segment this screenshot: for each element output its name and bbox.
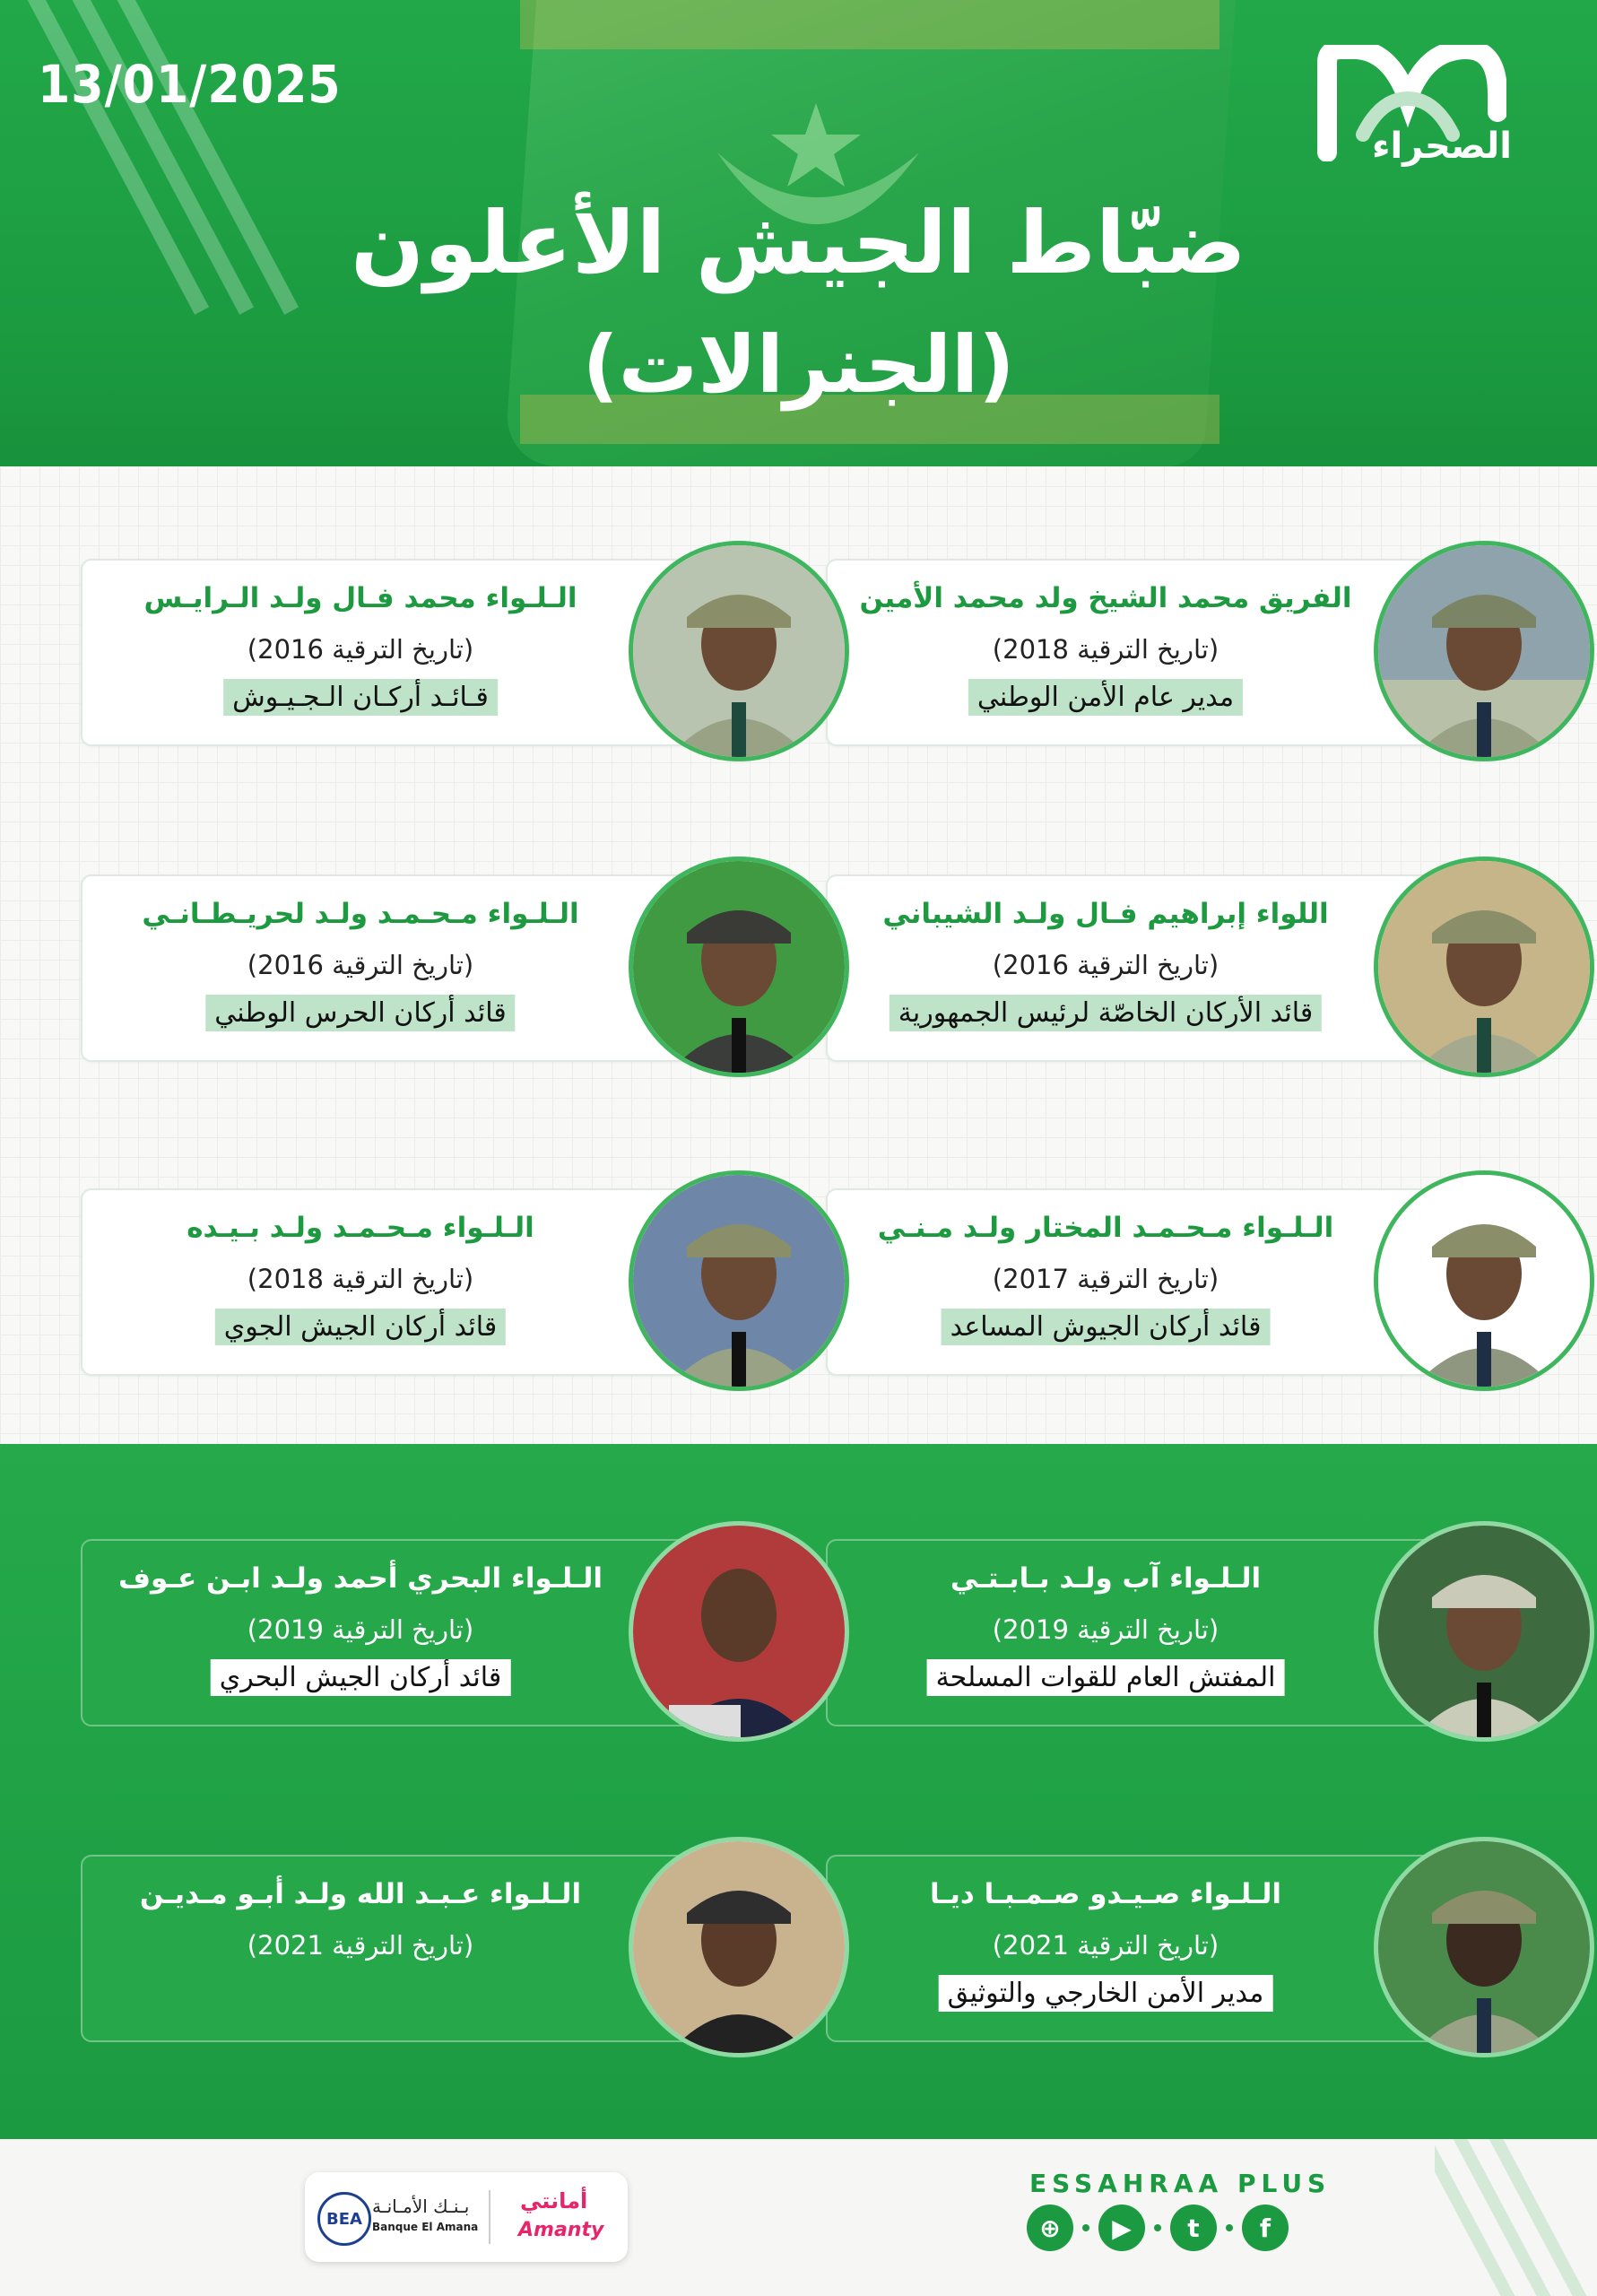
officer-card (826, 874, 1547, 1062)
officer-position: قائد أركان الجيوش المساعد (942, 1309, 1271, 1345)
officer-photo (1374, 857, 1594, 1077)
officer-card (826, 1855, 1547, 2042)
officer-photo (1374, 1170, 1594, 1391)
officer-promotion: (تاريخ الترقية 2021) (992, 1930, 1219, 1961)
officer-card (826, 1539, 1547, 1726)
officer-position: مدير عام الأمن الوطني (968, 679, 1243, 716)
separator-dot (1226, 2224, 1233, 2231)
officer-card (826, 1188, 1547, 1376)
officer-card (81, 559, 802, 746)
officer-name: الـلـواء البحري أحمد ولـد ابـن عـوف (118, 1562, 603, 1595)
officer-card (81, 1539, 802, 1726)
officer-name: اللواء إبراهيم فـال ولـد الشيباني (882, 898, 1329, 930)
separator-dot (1082, 2224, 1089, 2231)
social-links (1027, 2205, 1289, 2251)
officer-position: قائد أركان الحرس الوطني (205, 995, 515, 1031)
officer-position: قائد أركان الجيش الجوي (215, 1309, 506, 1345)
youtube-icon[interactable]: ▶ (1098, 2205, 1145, 2251)
officer-card (81, 1855, 802, 2042)
officer-promotion: (تاريخ الترقية 2019) (247, 1614, 474, 1645)
page-title: ضبّاط الجيش الأعلون (351, 193, 1246, 293)
officer-promotion: (تاريخ الترقية 2016) (992, 950, 1219, 980)
officer-photo (629, 1170, 849, 1391)
officer-photo (629, 857, 849, 1077)
bea-french-name: Banque El Amana (372, 2221, 479, 2233)
officer-name: الـلـواء صـيـدو صـمـبـا ديـا (930, 1878, 1281, 1910)
brand-name: ESSAHRAA PLUS (1029, 2169, 1332, 2198)
officer-name: الـلـواء مـحـمـد ولـد لحريـطـانـي (142, 898, 579, 930)
officer-card (81, 1188, 802, 1376)
officer-position: المفتش العام للقوات المسلحة (927, 1659, 1285, 1696)
officer-promotion: (تاريخ الترقية 2018) (247, 1264, 474, 1294)
officer-name: الـلـواء محمد فـال ولـد الـرايـس (143, 582, 577, 614)
flag-band-top (520, 0, 1219, 49)
amanty-logo-text: Amanty (518, 2219, 604, 2241)
globe-icon[interactable]: ⊕ (1027, 2205, 1073, 2251)
sponsor-divider (489, 2190, 490, 2244)
officer-photo (1374, 1521, 1594, 1742)
officer-card (826, 559, 1547, 746)
officer-name: الـلـواء آب ولـد بـابـتـي (950, 1562, 1262, 1595)
officer-name: الـلـواء مـحـمـد المختار ولـد مـنـي (877, 1212, 1334, 1244)
facebook-icon[interactable]: f (1242, 2205, 1289, 2251)
officer-promotion: (تاريخ الترقية 2016) (247, 634, 474, 665)
decorative-stripes (1435, 2139, 1597, 2296)
bea-arabic-name: بـنـك الأمـانـة (372, 2196, 470, 2217)
officer-name: الفريق محمد الشيخ ولد محمد الأمين (859, 582, 1352, 614)
bea-logo-icon: BEA (317, 2192, 371, 2246)
footer (0, 2139, 1597, 2296)
officer-promotion: (تاريخ الترقية 2016) (247, 950, 474, 980)
separator-dot (1154, 2224, 1161, 2231)
twitter-icon[interactable]: t (1170, 2205, 1217, 2251)
header-banner (0, 0, 1597, 466)
logo-text: الصحراء (1372, 126, 1513, 167)
officer-photo (629, 541, 849, 761)
date-label: 13/01/2025 (38, 54, 342, 115)
page-subtitle: (الجنرالات) (582, 318, 1015, 411)
officer-photo (1374, 541, 1594, 761)
officer-photo (629, 1521, 849, 1742)
officer-photo (629, 1837, 849, 2057)
amanty-arabic-name: أمانتي (520, 2188, 588, 2213)
officer-photo (1374, 1837, 1594, 2057)
sponsor-logos (305, 2172, 628, 2262)
officer-promotion: (تاريخ الترقية 2021) (247, 1930, 474, 1961)
officer-promotion: (تاريخ الترقية 2017) (992, 1264, 1219, 1294)
officer-position: قـائـد أركـان الـجـيـوش (223, 679, 498, 716)
officer-name: الـلـواء مـحـمـد ولـد بـيـده (187, 1212, 534, 1244)
officer-promotion: (تاريخ الترقية 2019) (992, 1614, 1219, 1645)
officer-card (81, 874, 802, 1062)
officer-name: الـلـواء عـبـد الله ولـد أبـو مـديـن (139, 1878, 582, 1910)
officer-promotion: (تاريخ الترقية 2018) (992, 634, 1219, 665)
officer-position: قائد أركان الجيش البحري (211, 1659, 511, 1696)
officer-position: قائد الأركان الخاصّة لرئيس الجمهورية (890, 995, 1322, 1031)
officer-position: مدير الأمن الخارجي والتوثيق (939, 1975, 1273, 2012)
